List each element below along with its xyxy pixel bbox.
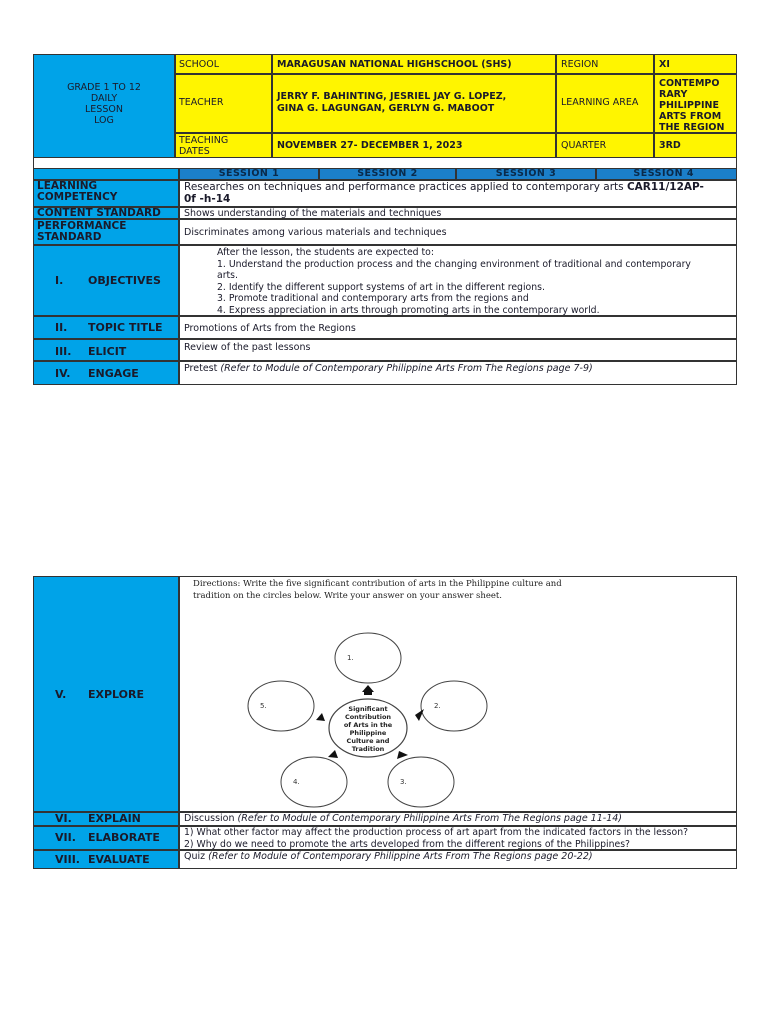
performance-standard-label (33, 219, 179, 245)
contribution-diagram (237, 629, 497, 809)
center-text-line: Tradition (351, 745, 385, 753)
circle-number: 5. (260, 702, 267, 710)
topic-text: Promotions of Arts from the Regions (179, 316, 737, 339)
explore-label: EXPLORE (88, 688, 145, 701)
content-standard-label: CONTENT STANDARD (33, 207, 179, 219)
explain-number: VI. (55, 812, 72, 825)
circle-number: 3. (400, 778, 407, 786)
label-line: PERFORMANCE (37, 220, 127, 232)
explain-reference: (Refer to Module of Contemporary Philippine Arts From The Regions page 11-14) (237, 813, 622, 824)
evaluate-number: VIII. (55, 853, 80, 866)
engage-cell (179, 361, 737, 385)
grade-line: LOG (94, 115, 114, 126)
evaluate-label: EVALUATE (88, 853, 150, 866)
center-text-line: of Arts in the (343, 721, 393, 729)
objective-line: 4. Express appreciation in arts through promoting arts in the contemporary world. (217, 304, 600, 316)
grade-line: GRADE 1 TO 12 (67, 82, 141, 93)
topic-label: TOPIC TITLE (88, 321, 163, 334)
circle-number: 4. (293, 778, 300, 786)
center-text-line: Philippine (349, 729, 387, 737)
explore-directions (193, 578, 563, 602)
explore-label-cell (33, 576, 179, 812)
sessions-left-cell (33, 168, 179, 180)
engage-label-cell (33, 361, 179, 385)
objective-line: 3. Promote traditional and contemporary arts from the regions and (217, 293, 529, 304)
engage-reference: (Refer to Module of Contemporary Philippine Arts From The Regions page 7-9) (220, 363, 593, 374)
engage-number: IV. (55, 367, 71, 380)
objectives-label: OBJECTIVES (88, 274, 161, 287)
content-standard-text: Shows understanding of the materials and techniques (179, 207, 737, 219)
objective-line: 2. Identify the different support systems of art in the different regions. (217, 281, 545, 293)
quarter-value: 3RD (654, 133, 737, 158)
topic-number: II. (55, 321, 68, 334)
learning-competency-label (33, 180, 179, 207)
directions-line: tradition on the circles below. Write your answer on your answer sheet. (193, 591, 503, 601)
school-value: MARAGUSAN NATIONAL HIGHSCHOOL (SHS) (272, 54, 556, 74)
engage-text: Pretest (184, 363, 221, 374)
circle-3 (388, 757, 454, 807)
learning-competency-code: CAR11/12AP- (626, 181, 704, 193)
session-4-header: SESSION 4 (596, 168, 737, 180)
teacher-line: JERRY F. BAHINTING, JESRIEL JAY G. LOPEZ, (277, 91, 507, 102)
learning-area-line: THE REGION (659, 122, 725, 133)
explain-cell (179, 812, 737, 826)
elicit-label-cell (33, 339, 179, 361)
circle-number: 2. (434, 702, 441, 710)
learning-competency-code-2: 0f -h-14 (184, 193, 231, 205)
elicit-number: III. (55, 345, 72, 358)
explain-label: EXPLAIN (88, 812, 141, 825)
elaborate-cell (179, 826, 737, 850)
circle-5 (248, 681, 314, 731)
label-line: COMPETENCY (37, 191, 118, 203)
teaching-dates-line: TEACHING (179, 135, 229, 146)
objectives-cell (179, 245, 737, 316)
topic-label-cell (33, 316, 179, 339)
center-text-line: Significant (348, 705, 388, 713)
region-value: XI (654, 54, 737, 74)
elaborate-label: ELABORATE (88, 831, 160, 844)
circle-4 (281, 757, 347, 807)
circle-1 (335, 633, 401, 683)
teaching-dates-value: NOVEMBER 27- DECEMBER 1, 2023 (272, 133, 556, 158)
objective-line: arts. (217, 270, 238, 281)
directions-line: Directions: Write the five significant contribution of arts in the Philippine culture and (193, 579, 562, 589)
learning-area-line: PHILIPPINE (659, 100, 719, 111)
session-1-header: SESSION 1 (179, 168, 319, 180)
explain-text: Discussion (184, 813, 238, 824)
teaching-dates-label (175, 133, 272, 158)
grade-block (33, 54, 175, 158)
engage-label: ENGAGE (88, 367, 139, 380)
evaluate-label-cell (33, 850, 179, 869)
learning-area-label: LEARNING AREA (556, 74, 654, 133)
objectives-label-cell (33, 245, 179, 316)
evaluate-text: Quiz (184, 851, 209, 862)
session-2-header: SESSION 2 (319, 168, 456, 180)
objectives-number: I. (55, 274, 64, 287)
region-label: REGION (556, 54, 654, 74)
objective-line: 1. Understand the production process and the changing environment of traditional and contemporary (217, 258, 691, 270)
elaborate-number: VII. (55, 831, 76, 844)
explain-label-cell (33, 812, 179, 826)
elaborate-label-cell (33, 826, 179, 850)
elaborate-line: 2) Why do we need to promote the arts developed from the different regions of the Philippines? (184, 838, 630, 850)
teacher-label: TEACHER (175, 74, 272, 133)
elicit-text: Review of the past lessons (179, 339, 737, 361)
quarter-label: QUARTER (556, 133, 654, 158)
header-block (33, 54, 737, 158)
circle-2 (421, 681, 487, 731)
center-text-line: Contribution (344, 713, 392, 721)
learning-area-value (654, 74, 737, 133)
session-3-header: SESSION 3 (456, 168, 596, 180)
evaluate-cell (179, 850, 737, 869)
learning-area-line: ARTS FROM (659, 111, 722, 122)
learning-competency-cell (179, 180, 737, 207)
circle-number: 1. (347, 654, 354, 662)
elaborate-line: 1) What other factor may affect the production process of art apart from the indicated factors in the lesson? (184, 827, 689, 838)
explore-number: V. (55, 688, 67, 701)
explore-cell (179, 576, 737, 812)
learning-competency-text: Researches on techniques and performance practices applied to contemporary arts (184, 181, 627, 193)
grade-line: LESSON (85, 104, 123, 115)
school-label: SCHOOL (175, 54, 272, 74)
evaluate-reference: (Refer to Module of Contemporary Philippine Arts From The Regions page 20-22) (208, 851, 593, 862)
elicit-label: ELICIT (88, 345, 127, 358)
label-line: LEARNING (37, 180, 98, 192)
label-line: STANDARD (37, 231, 102, 243)
learning-area-line: CONTEMPO (659, 78, 720, 89)
center-text-line: Culture and (346, 737, 390, 745)
grade-line: DAILY (90, 93, 118, 104)
learning-area-line: RARY (659, 89, 688, 100)
performance-standard-text: Discriminates among various materials and techniques (179, 219, 737, 245)
teacher-value (272, 74, 556, 133)
spacer-row (33, 158, 737, 168)
objective-line: After the lesson, the students are expected to: (217, 247, 434, 258)
teaching-dates-line: DATES (179, 146, 210, 157)
teacher-line: GINA G. LAGUNGAN, GERLYN G. MABOOT (277, 103, 495, 114)
